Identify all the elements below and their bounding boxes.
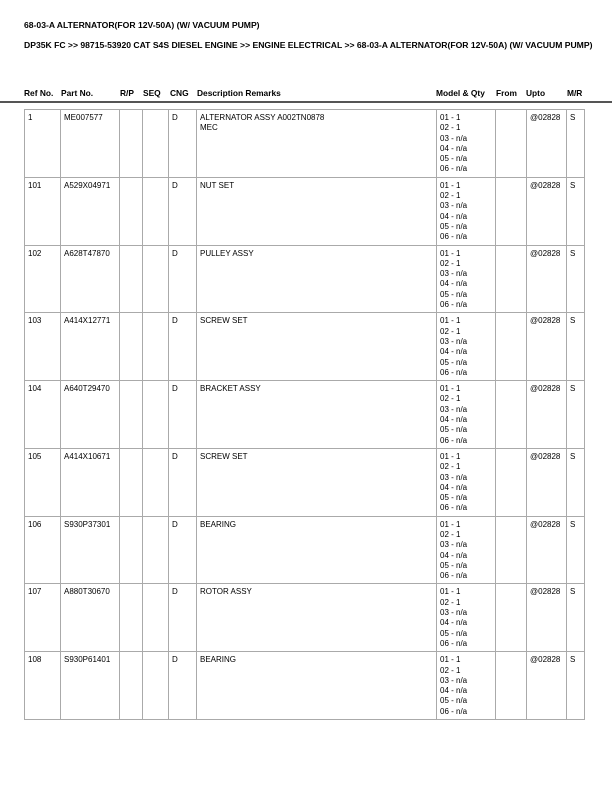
qty-cell xyxy=(437,381,496,449)
model-qty: 02 - 1 xyxy=(440,462,461,472)
ref-no: 1 xyxy=(28,113,33,122)
part-cell xyxy=(61,516,120,584)
model-qty: 02 - 1 xyxy=(440,597,461,607)
rp-cell xyxy=(120,381,143,449)
cng: D xyxy=(172,655,178,665)
ref-cell xyxy=(25,245,61,313)
cng: D xyxy=(172,519,178,529)
qty-cell xyxy=(437,245,496,313)
upto: @02828 xyxy=(530,180,561,190)
mr: S xyxy=(570,451,576,461)
model-qty: 03 - n/a xyxy=(440,608,468,618)
model-qty: 06 - n/a xyxy=(440,638,468,648)
qty-cell xyxy=(437,177,496,245)
upto-cell xyxy=(527,652,567,720)
from-cell xyxy=(496,177,527,245)
ref-cell xyxy=(25,448,61,516)
model-qty: 06 - n/a xyxy=(440,706,468,716)
cng: D xyxy=(172,113,178,122)
description: BRACKET ASSY xyxy=(200,384,261,394)
desc-cell xyxy=(197,381,437,449)
model-qty: 03 - n/a xyxy=(440,675,468,685)
desc-cell xyxy=(197,245,437,313)
model-qty: 03 - n/a xyxy=(440,133,468,143)
ref-cell xyxy=(25,652,61,720)
upto-cell xyxy=(527,448,567,516)
desc-cell xyxy=(197,652,437,720)
model-qty: 05 - n/a xyxy=(440,696,468,706)
cng-cell xyxy=(169,448,197,516)
mr-cell xyxy=(567,313,585,381)
from-cell xyxy=(496,584,527,652)
model-qty: 01 - 1 xyxy=(440,655,461,665)
seq-cell xyxy=(143,245,169,313)
description: BEARING xyxy=(200,655,237,665)
cng-cell xyxy=(169,177,197,245)
part-no: A414X12771 xyxy=(64,316,111,326)
model-qty: 04 - n/a xyxy=(440,415,468,425)
header-model: Model & Qty xyxy=(436,88,485,98)
model-qty: 04 - n/a xyxy=(440,618,468,628)
description: ROTOR ASSY xyxy=(200,587,252,597)
seq-cell xyxy=(143,448,169,516)
model-qty: 03 - n/a xyxy=(440,472,468,482)
header-ref: Ref No. xyxy=(24,88,54,98)
upto: @02828 xyxy=(530,655,561,665)
qty-cell xyxy=(437,584,496,652)
model-qty: 04 - n/a xyxy=(440,211,468,221)
mr-cell xyxy=(567,110,585,178)
model-qty: 03 - n/a xyxy=(440,269,468,279)
table-row xyxy=(25,652,585,720)
rp-cell xyxy=(120,313,143,381)
model-qty: 03 - n/a xyxy=(440,201,468,211)
mr-cell xyxy=(567,652,585,720)
header-from: From xyxy=(496,88,517,98)
desc-cell xyxy=(197,448,437,516)
upto-cell xyxy=(527,245,567,313)
from-cell xyxy=(496,516,527,584)
model-qty: 02 - 1 xyxy=(440,258,461,268)
part-cell xyxy=(61,313,120,381)
ref-no: 101 xyxy=(28,180,42,190)
cng-cell xyxy=(169,110,197,178)
model-qty: 05 - n/a xyxy=(440,357,468,367)
cng-cell xyxy=(169,381,197,449)
seq-cell xyxy=(143,177,169,245)
header-divider xyxy=(0,101,612,103)
ref-no: 102 xyxy=(28,248,42,258)
header-rp: R/P xyxy=(120,88,134,98)
model-qty: 06 - n/a xyxy=(440,300,468,310)
cng-cell xyxy=(169,652,197,720)
seq-cell xyxy=(143,516,169,584)
model-qty: 04 - n/a xyxy=(440,482,468,492)
model-qty: 06 - n/a xyxy=(440,435,468,445)
model-qty: 01 - 1 xyxy=(440,248,461,258)
model-qty: 01 - 1 xyxy=(440,180,461,190)
from-cell xyxy=(496,245,527,313)
model-qty: 04 - n/a xyxy=(440,143,468,153)
mr-cell xyxy=(567,448,585,516)
from-cell xyxy=(496,110,527,178)
model-qty: 02 - 1 xyxy=(440,665,461,675)
cng-cell xyxy=(169,313,197,381)
from-cell xyxy=(496,313,527,381)
model-qty: 06 - n/a xyxy=(440,367,468,377)
ref-cell xyxy=(25,516,61,584)
rp-cell xyxy=(120,245,143,313)
model-qty: 02 - 1 xyxy=(440,529,461,539)
rp-cell xyxy=(120,177,143,245)
cng-cell xyxy=(169,584,197,652)
table-row xyxy=(25,110,585,178)
part-no: A640T29470 xyxy=(64,384,110,394)
seq-cell xyxy=(143,381,169,449)
table-row xyxy=(25,448,585,516)
upto-cell xyxy=(527,110,567,178)
ref-cell xyxy=(25,177,61,245)
part-cell xyxy=(61,448,120,516)
model-qty: 02 - 1 xyxy=(440,394,461,404)
model-qty: 05 - n/a xyxy=(440,560,468,570)
qty-cell xyxy=(437,313,496,381)
model-qty: 01 - 1 xyxy=(440,519,461,529)
model-qty: 04 - n/a xyxy=(440,686,468,696)
upto: @02828 xyxy=(530,451,561,461)
ref-cell xyxy=(25,381,61,449)
ref-no: 104 xyxy=(28,384,42,394)
part-no: S930P61401 xyxy=(64,655,111,665)
part-cell xyxy=(61,110,120,178)
table-row xyxy=(25,177,585,245)
upto-cell xyxy=(527,177,567,245)
mr-cell xyxy=(567,516,585,584)
header-cng: CNG xyxy=(170,88,189,98)
model-qty: 05 - n/a xyxy=(440,493,468,503)
description: PULLEY ASSY xyxy=(200,248,254,258)
model-qty: 05 - n/a xyxy=(440,221,468,231)
model-qty: 03 - n/a xyxy=(440,404,468,414)
upto: @02828 xyxy=(530,248,561,258)
model-qty: 02 - 1 xyxy=(440,326,461,336)
rp-cell xyxy=(120,448,143,516)
seq-cell xyxy=(143,652,169,720)
part-no: A414X10671 xyxy=(64,451,111,461)
model-qty: 01 - 1 xyxy=(440,384,461,394)
ref-cell xyxy=(25,110,61,178)
upto: @02828 xyxy=(530,316,561,326)
part-no: S930P37301 xyxy=(64,519,111,529)
mr: S xyxy=(570,655,576,665)
header-mr: M/R xyxy=(567,88,583,98)
upto-cell xyxy=(527,313,567,381)
model-qty: 04 - n/a xyxy=(440,279,468,289)
ref-no: 105 xyxy=(28,451,42,461)
rp-cell xyxy=(120,584,143,652)
description: NUT SET xyxy=(200,180,235,190)
model-qty: 01 - 1 xyxy=(440,451,461,461)
qty-cell xyxy=(437,110,496,178)
ref-cell xyxy=(25,313,61,381)
upto: @02828 xyxy=(530,587,561,597)
parts-table xyxy=(24,109,585,720)
upto: @02828 xyxy=(530,113,561,122)
table-row xyxy=(25,381,585,449)
model-qty: 03 - n/a xyxy=(440,540,468,550)
upto-cell xyxy=(527,381,567,449)
desc-cell xyxy=(197,313,437,381)
table-row xyxy=(25,584,585,652)
description: SCREW SET xyxy=(200,451,248,461)
mr: S xyxy=(570,587,576,597)
rp-cell xyxy=(120,652,143,720)
part-no: A628T47870 xyxy=(64,248,110,258)
page-title: 68-03-A ALTERNATOR(FOR 12V-50A) (W/ VACUUM PUMP) xyxy=(24,20,260,30)
from-cell xyxy=(496,652,527,720)
cng: D xyxy=(172,316,178,326)
upto-cell xyxy=(527,516,567,584)
model-qty: 02 - 1 xyxy=(440,191,461,201)
model-qty: 04 - n/a xyxy=(440,347,468,357)
model-qty: 05 - n/a xyxy=(440,154,468,164)
model-qty: 05 - n/a xyxy=(440,628,468,638)
upto: @02828 xyxy=(530,519,561,529)
table-row xyxy=(25,313,585,381)
model-qty: 05 - n/a xyxy=(440,425,468,435)
part-no: A529X04971 xyxy=(64,180,111,190)
model-qty: 04 - n/a xyxy=(440,550,468,560)
part-cell xyxy=(61,381,120,449)
mr: S xyxy=(570,113,576,122)
qty-cell xyxy=(437,516,496,584)
rp-cell xyxy=(120,516,143,584)
cng: D xyxy=(172,248,178,258)
model-qty: 03 - n/a xyxy=(440,336,468,346)
model-qty: 06 - n/a xyxy=(440,503,468,513)
part-no: ME007577 xyxy=(64,113,103,122)
mr: S xyxy=(570,519,576,529)
rp-cell xyxy=(120,110,143,178)
model-qty: 06 - n/a xyxy=(440,571,468,581)
seq-cell xyxy=(143,584,169,652)
cng: D xyxy=(172,587,178,597)
model-qty: 01 - 1 xyxy=(440,316,461,326)
from-cell xyxy=(496,448,527,516)
cng-cell xyxy=(169,245,197,313)
part-cell xyxy=(61,584,120,652)
table-row xyxy=(25,516,585,584)
desc-cell xyxy=(197,110,437,178)
ref-cell xyxy=(25,584,61,652)
cng: D xyxy=(172,384,178,394)
model-qty: 06 - n/a xyxy=(440,232,468,242)
ref-no: 108 xyxy=(28,655,42,665)
mr-cell xyxy=(567,584,585,652)
qty-cell xyxy=(437,448,496,516)
model-qty: 05 - n/a xyxy=(440,289,468,299)
mr: S xyxy=(570,180,576,190)
remark: MEC xyxy=(200,123,218,133)
mr-cell xyxy=(567,245,585,313)
header-seq: SEQ xyxy=(143,88,161,98)
mr-cell xyxy=(567,381,585,449)
ref-no: 106 xyxy=(28,519,42,529)
model-qty: 01 - 1 xyxy=(440,587,461,597)
desc-cell xyxy=(197,177,437,245)
upto: @02828 xyxy=(530,384,561,394)
header-desc: Description Remarks xyxy=(197,88,281,98)
mr-cell xyxy=(567,177,585,245)
mr: S xyxy=(570,384,576,394)
upto-cell xyxy=(527,584,567,652)
desc-cell xyxy=(197,584,437,652)
cng: D xyxy=(172,180,178,190)
ref-no: 107 xyxy=(28,587,42,597)
part-cell xyxy=(61,652,120,720)
description: ALTERNATOR ASSY A002TN0878 xyxy=(200,113,325,122)
part-cell xyxy=(61,177,120,245)
table-row xyxy=(25,245,585,313)
header-part: Part No. xyxy=(61,88,94,98)
mr: S xyxy=(570,248,576,258)
cng: D xyxy=(172,451,178,461)
seq-cell xyxy=(143,110,169,178)
seq-cell xyxy=(143,313,169,381)
model-qty: 01 - 1 xyxy=(440,113,461,122)
part-no: A880T30670 xyxy=(64,587,110,597)
breadcrumb: DP35K FC >> 98715-53920 CAT S4S DIESEL ENGINE >> ENGINE ELECTRICAL >> 68-03-A ALTERNATOR(FOR 12V-50A) (W/ VACUUM PUMP) xyxy=(24,40,593,50)
description: BEARING xyxy=(200,519,237,529)
model-qty: 02 - 1 xyxy=(440,123,461,133)
description: SCREW SET xyxy=(200,316,248,326)
cng-cell xyxy=(169,516,197,584)
qty-cell xyxy=(437,652,496,720)
model-qty: 06 - n/a xyxy=(440,164,468,174)
desc-cell xyxy=(197,516,437,584)
from-cell xyxy=(496,381,527,449)
header-upto: Upto xyxy=(526,88,546,98)
mr: S xyxy=(570,316,576,326)
ref-no: 103 xyxy=(28,316,42,326)
part-cell xyxy=(61,245,120,313)
